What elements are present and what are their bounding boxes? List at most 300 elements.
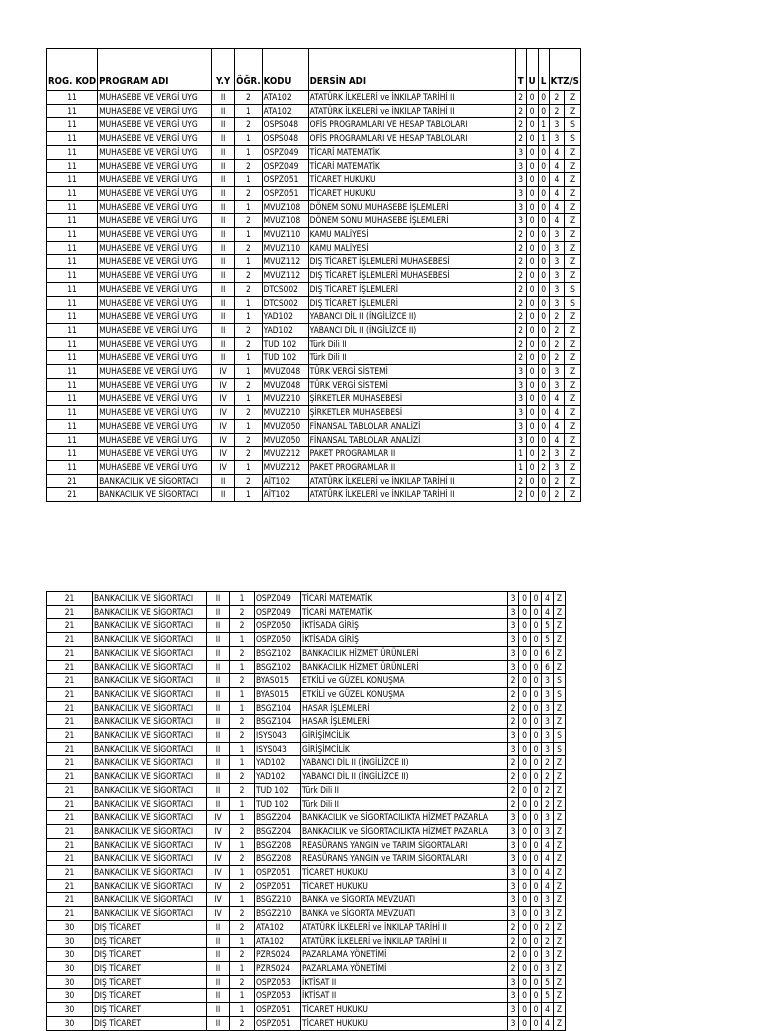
cell-u: 0 <box>526 310 538 324</box>
table-row <box>47 783 566 797</box>
cell-t: 2 <box>508 756 519 770</box>
cell-prog-kod: 11 <box>47 159 98 173</box>
cell-dersin-adi: İKTİSADA GİRİŞ <box>301 633 508 647</box>
cell-ogr: 1 <box>235 145 263 159</box>
cell-program-adi: DIŞ TİCARET <box>93 961 207 975</box>
cell-l: 0 <box>531 934 542 948</box>
cell-t: 3 <box>515 406 526 420</box>
cell-zs: Z <box>554 1016 566 1030</box>
cell-yy: II <box>212 118 235 132</box>
cell-kodu: MVUZ210 <box>262 406 308 420</box>
cell-l: 0 <box>531 592 542 606</box>
cell-kredi: 2 <box>549 323 565 337</box>
cell-t: 2 <box>515 351 526 365</box>
cell-ogr: 1 <box>235 488 263 502</box>
cell-kredi: 3 <box>549 132 565 146</box>
cell-u: 0 <box>519 770 531 784</box>
cell-u: 0 <box>519 660 531 674</box>
table-row <box>47 228 581 242</box>
cell-u: 0 <box>526 392 538 406</box>
cell-kodu: OSPZ051 <box>255 879 301 893</box>
cell-t: 3 <box>508 989 519 1003</box>
cell-yy: II <box>212 91 235 105</box>
cell-ogr: 1 <box>235 310 263 324</box>
cell-t: 2 <box>508 948 519 962</box>
cell-prog-kod: 21 <box>47 866 93 880</box>
cell-u: 0 <box>526 365 538 379</box>
cell-t: 2 <box>515 282 526 296</box>
cell-t: 2 <box>515 228 526 242</box>
cell-t: 2 <box>515 296 526 310</box>
cell-t: 2 <box>508 770 519 784</box>
cell-u: 0 <box>526 118 538 132</box>
cell-zs: Z <box>565 433 581 447</box>
cell-t: 3 <box>515 365 526 379</box>
cell-dersin-adi: HASAR İŞLEMLERİ <box>301 715 508 729</box>
cell-kredi: 3 <box>542 948 554 962</box>
cell-prog-kod: 11 <box>47 337 98 351</box>
cell-l: 0 <box>538 365 549 379</box>
cell-dersin-adi: DIŞ TİCARET İŞLEMLERİ <box>308 282 515 296</box>
cell-zs: Z <box>554 893 566 907</box>
cell-zs: Z <box>554 948 566 962</box>
cell-u: 0 <box>519 756 531 770</box>
cell-kodu: TUD 102 <box>255 797 301 811</box>
cell-u: 0 <box>519 715 531 729</box>
cell-yy: II <box>207 1003 230 1017</box>
cell-prog-kod: 30 <box>47 1016 93 1030</box>
cell-kredi: 5 <box>542 975 554 989</box>
cell-kredi: 4 <box>549 433 565 447</box>
cell-zs: Z <box>565 228 581 242</box>
cell-u: 0 <box>526 406 538 420</box>
cell-u: 0 <box>526 460 538 474</box>
cell-program-adi: MUHASEBE VE VERGİ UYG <box>98 91 212 105</box>
cell-program-adi: MUHASEBE VE VERGİ UYG <box>98 406 212 420</box>
cell-zs: S <box>554 674 566 688</box>
cell-program-adi: BANKACILIK VE SİGORTACI <box>93 866 207 880</box>
table-row <box>47 337 581 351</box>
cell-zs: Z <box>554 975 566 989</box>
cell-dersin-adi: DIŞ TİCARET İŞLEMLERİ <box>308 296 515 310</box>
cell-prog-kod: 21 <box>47 811 93 825</box>
cell-ogr: 2 <box>230 907 255 921</box>
cell-t: 2 <box>508 934 519 948</box>
table-row <box>47 419 581 433</box>
table-row <box>47 1016 566 1030</box>
cell-program-adi: MUHASEBE VE VERGİ UYG <box>98 200 212 214</box>
cell-prog-kod: 11 <box>47 282 98 296</box>
cell-kodu: OSPZ049 <box>262 145 308 159</box>
cell-prog-kod: 21 <box>47 488 98 502</box>
cell-kodu: MVUZ050 <box>262 419 308 433</box>
cell-prog-kod: 11 <box>47 406 98 420</box>
cell-ogr: 2 <box>235 433 263 447</box>
cell-t: 3 <box>508 811 519 825</box>
cell-l: 0 <box>531 1016 542 1030</box>
table-row <box>47 433 581 447</box>
cell-ogr: 2 <box>235 186 263 200</box>
cell-prog-kod: 21 <box>47 852 93 866</box>
cell-kredi: 3 <box>549 365 565 379</box>
cell-ogr: 2 <box>230 770 255 784</box>
cell-yy: II <box>207 605 230 619</box>
cell-program-adi: MUHASEBE VE VERGİ UYG <box>98 104 212 118</box>
cell-kodu: TUD 102 <box>262 351 308 365</box>
cell-prog-kod: 11 <box>47 433 98 447</box>
cell-yy: IV <box>212 378 235 392</box>
cell-dersin-adi: ETKİLİ ve GÜZEL KONUŞMA <box>301 687 508 701</box>
cell-l: 0 <box>531 893 542 907</box>
cell-program-adi: BANKACILIK VE SİGORTACI <box>93 687 207 701</box>
table-row <box>47 351 581 365</box>
cell-l: 0 <box>531 701 542 715</box>
cell-dersin-adi: PAKET PROGRAMLAR II <box>308 447 515 461</box>
cell-dersin-adi: YABANCI DİL II (İNGİLİZCE II) <box>301 770 508 784</box>
cell-kredi: 2 <box>542 783 554 797</box>
cell-prog-kod: 21 <box>47 770 93 784</box>
cell-kodu: ATA102 <box>255 934 301 948</box>
cell-dersin-adi: TİCARET HUKUKU <box>301 1016 508 1030</box>
cell-program-adi: MUHASEBE VE VERGİ UYG <box>98 447 212 461</box>
cell-l: 0 <box>538 145 549 159</box>
cell-u: 0 <box>519 633 531 647</box>
cell-kodu: YAD102 <box>262 323 308 337</box>
cell-prog-kod: 11 <box>47 132 98 146</box>
cell-kodu: OSPZ050 <box>255 633 301 647</box>
cell-yy: II <box>207 701 230 715</box>
cell-dersin-adi: BANKA ve SİGORTA MEVZUATI <box>301 907 508 921</box>
cell-zs: S <box>554 687 566 701</box>
cell-zs: Z <box>565 214 581 228</box>
cell-ogr: 1 <box>235 419 263 433</box>
cell-prog-kod: 21 <box>47 687 93 701</box>
cell-l: 0 <box>531 975 542 989</box>
cell-zs: Z <box>554 592 566 606</box>
table-row <box>47 296 581 310</box>
cell-yy: II <box>207 756 230 770</box>
cell-program-adi: BANKACILIK VE SİGORTACI <box>93 605 207 619</box>
cell-zs: Z <box>565 460 581 474</box>
cell-u: 0 <box>526 228 538 242</box>
cell-program-adi: MUHASEBE VE VERGİ UYG <box>98 269 212 283</box>
cell-t: 2 <box>515 474 526 488</box>
cell-program-adi: BANKACILIK VE SİGORTACI <box>93 646 207 660</box>
cell-ogr: 1 <box>235 228 263 242</box>
cell-l: 0 <box>531 811 542 825</box>
cell-prog-kod: 21 <box>47 592 93 606</box>
cell-prog-kod: 21 <box>47 701 93 715</box>
cell-l: 0 <box>531 783 542 797</box>
cell-t: 2 <box>515 91 526 105</box>
cell-prog-kod: 21 <box>47 674 93 688</box>
header-l: L <box>538 49 549 91</box>
cell-prog-kod: 30 <box>47 989 93 1003</box>
cell-kredi: 5 <box>542 989 554 1003</box>
cell-kodu: TUD 102 <box>255 783 301 797</box>
cell-zs: Z <box>565 378 581 392</box>
cell-prog-kod: 11 <box>47 269 98 283</box>
cell-dersin-adi: REASÜRANS YANGIN ve TARIM SİGORTALARI <box>301 838 508 852</box>
cell-kodu: OSPS048 <box>262 132 308 146</box>
cell-prog-kod: 21 <box>47 797 93 811</box>
cell-kodu: BSGZ204 <box>255 811 301 825</box>
cell-zs: Z <box>554 920 566 934</box>
table-row <box>47 770 566 784</box>
cell-yy: II <box>212 214 235 228</box>
table-row <box>47 715 566 729</box>
cell-program-adi: BANKACILIK VE SİGORTACI <box>93 838 207 852</box>
cell-zs: Z <box>565 104 581 118</box>
cell-u: 0 <box>519 1003 531 1017</box>
cell-yy: II <box>207 920 230 934</box>
cell-prog-kod: 11 <box>47 460 98 474</box>
cell-zs: Z <box>554 619 566 633</box>
cell-dersin-adi: TÜRK VERGİ SİSTEMİ <box>308 378 515 392</box>
cell-t: 3 <box>508 633 519 647</box>
cell-kodu: MVUZ108 <box>262 214 308 228</box>
cell-yy: II <box>207 660 230 674</box>
cell-kredi: 3 <box>542 824 554 838</box>
cell-zs: Z <box>554 1003 566 1017</box>
cell-t: 3 <box>508 660 519 674</box>
cell-zs: S <box>565 296 581 310</box>
cell-kodu: BYAS015 <box>255 687 301 701</box>
header-program-adi: PROGRAM ADI <box>98 49 212 91</box>
cell-ogr: 1 <box>235 296 263 310</box>
cell-dersin-adi: YABANCI DİL II (İNGİLİZCE II) <box>308 323 515 337</box>
cell-l: 0 <box>538 406 549 420</box>
cell-kodu: DTCS002 <box>262 296 308 310</box>
cell-zs: Z <box>565 241 581 255</box>
table-row <box>47 674 566 688</box>
cell-kredi: 3 <box>542 893 554 907</box>
cell-kodu: BSGZ102 <box>255 660 301 674</box>
cell-dersin-adi: İKTİSAT II <box>301 989 508 1003</box>
cell-ogr: 1 <box>230 687 255 701</box>
cell-kodu: ATA102 <box>255 920 301 934</box>
cell-dersin-adi: KAMU MALİYESİ <box>308 241 515 255</box>
cell-dersin-adi: PAZARLAMA YÖNETİMİ <box>301 961 508 975</box>
table-row <box>47 619 566 633</box>
cell-program-adi: MUHASEBE VE VERGİ UYG <box>98 132 212 146</box>
cell-program-adi: MUHASEBE VE VERGİ UYG <box>98 118 212 132</box>
cell-zs: Z <box>554 824 566 838</box>
cell-kodu: BSGZ104 <box>255 715 301 729</box>
cell-prog-kod: 11 <box>47 365 98 379</box>
cell-u: 0 <box>526 173 538 187</box>
cell-t: 3 <box>508 1003 519 1017</box>
cell-zs: Z <box>554 907 566 921</box>
cell-ogr: 2 <box>235 118 263 132</box>
cell-kredi: 4 <box>542 592 554 606</box>
cell-dersin-adi: Türk Dili II <box>301 797 508 811</box>
cell-program-adi: MUHASEBE VE VERGİ UYG <box>98 214 212 228</box>
cell-dersin-adi: TİCARET HUKUKU <box>301 866 508 880</box>
cell-dersin-adi: ATATÜRK İLKELERİ ve İNKILAP TARİHİ II <box>308 104 515 118</box>
table-row <box>47 406 581 420</box>
cell-yy: IV <box>207 824 230 838</box>
cell-prog-kod: 21 <box>47 646 93 660</box>
cell-dersin-adi: İKTİSAT II <box>301 975 508 989</box>
cell-yy: II <box>207 975 230 989</box>
cell-program-adi: BANKACILIK VE SİGORTACI <box>93 660 207 674</box>
cell-kredi: 2 <box>549 337 565 351</box>
cell-kredi: 4 <box>549 392 565 406</box>
cell-u: 0 <box>526 447 538 461</box>
cell-kredi: 4 <box>549 186 565 200</box>
cell-zs: S <box>554 742 566 756</box>
cell-program-adi: MUHASEBE VE VERGİ UYG <box>98 255 212 269</box>
cell-l: 0 <box>531 605 542 619</box>
cell-u: 0 <box>519 701 531 715</box>
cell-l: 0 <box>538 419 549 433</box>
cell-kodu: PZRS024 <box>255 961 301 975</box>
cell-t: 2 <box>515 241 526 255</box>
cell-l: 0 <box>538 214 549 228</box>
table-row <box>47 392 581 406</box>
cell-yy: IV <box>207 811 230 825</box>
cell-t: 3 <box>508 879 519 893</box>
cell-u: 0 <box>519 989 531 1003</box>
cell-yy: IV <box>207 879 230 893</box>
cell-yy: II <box>207 742 230 756</box>
table-row <box>47 323 581 337</box>
cell-program-adi: MUHASEBE VE VERGİ UYG <box>98 323 212 337</box>
cell-t: 3 <box>508 824 519 838</box>
cell-kredi: 4 <box>549 214 565 228</box>
cell-l: 0 <box>531 715 542 729</box>
cell-t: 3 <box>515 392 526 406</box>
cell-kredi: 3 <box>542 907 554 921</box>
cell-program-adi: BANKACILIK VE SİGORTACI <box>93 633 207 647</box>
cell-zs: Z <box>554 756 566 770</box>
cell-l: 2 <box>538 460 549 474</box>
cell-u: 0 <box>526 296 538 310</box>
cell-zs: Z <box>565 419 581 433</box>
cell-kredi: 3 <box>549 460 565 474</box>
cell-dersin-adi: DIŞ TİCARET İŞLEMLERİ MUHASEBESİ <box>308 269 515 283</box>
table-row <box>47 633 566 647</box>
cell-program-adi: DIŞ TİCARET <box>93 975 207 989</box>
cell-prog-kod: 21 <box>47 824 93 838</box>
cell-kodu: ISYS043 <box>255 729 301 743</box>
cell-program-adi: BANKACILIK VE SİGORTACI <box>98 474 212 488</box>
cell-l: 0 <box>538 392 549 406</box>
cell-t: 2 <box>508 961 519 975</box>
cell-l: 0 <box>538 351 549 365</box>
cell-ogr: 2 <box>235 91 263 105</box>
cell-t: 3 <box>508 619 519 633</box>
cell-kredi: 4 <box>549 200 565 214</box>
cell-dersin-adi: TİCARET HUKUKU <box>301 1003 508 1017</box>
cell-t: 3 <box>508 852 519 866</box>
cell-u: 0 <box>519 1016 531 1030</box>
cell-u: 0 <box>519 605 531 619</box>
cell-u: 0 <box>519 920 531 934</box>
cell-u: 0 <box>526 200 538 214</box>
cell-dersin-adi: OFİS PROGRAMLARI VE HESAP TABLOLARI <box>308 118 515 132</box>
cell-l: 0 <box>531 948 542 962</box>
cell-kodu: BYAS015 <box>255 674 301 688</box>
cell-kredi: 4 <box>542 866 554 880</box>
cell-t: 2 <box>515 488 526 502</box>
table-row <box>47 173 581 187</box>
cell-l: 0 <box>538 173 549 187</box>
cell-t: 2 <box>508 797 519 811</box>
cell-u: 0 <box>526 104 538 118</box>
cell-t: 2 <box>508 701 519 715</box>
table-row <box>47 132 581 146</box>
cell-zs: Z <box>565 173 581 187</box>
cell-kredi: 3 <box>549 118 565 132</box>
cell-ogr: 2 <box>230 824 255 838</box>
cell-program-adi: DIŞ TİCARET <box>93 1003 207 1017</box>
cell-kodu: OSPS048 <box>262 118 308 132</box>
cell-kodu: BSGZ210 <box>255 893 301 907</box>
cell-ogr: 2 <box>230 605 255 619</box>
table-header-row <box>47 49 581 91</box>
cell-dersin-adi: BANKACILIK ve SİGORTACILIKTA HİZMET PAZARLA <box>301 811 508 825</box>
cell-kodu: OSPZ053 <box>255 989 301 1003</box>
cell-u: 0 <box>519 907 531 921</box>
cell-kodu: MVUZ048 <box>262 365 308 379</box>
cell-yy: II <box>207 729 230 743</box>
cell-ogr: 1 <box>230 838 255 852</box>
cell-program-adi: DIŞ TİCARET <box>93 948 207 962</box>
cell-kredi: 4 <box>549 419 565 433</box>
cell-zs: Z <box>565 145 581 159</box>
cell-l: 0 <box>531 660 542 674</box>
cell-kodu: MVUZ048 <box>262 378 308 392</box>
cell-l: 0 <box>531 646 542 660</box>
table-row <box>47 1003 566 1017</box>
cell-u: 0 <box>526 186 538 200</box>
cell-kodu: MVUZ112 <box>262 269 308 283</box>
cell-program-adi: DIŞ TİCARET <box>93 934 207 948</box>
cell-t: 2 <box>508 687 519 701</box>
cell-zs: S <box>565 118 581 132</box>
cell-program-adi: BANKACILIK VE SİGORTACI <box>93 770 207 784</box>
cell-l: 0 <box>531 907 542 921</box>
cell-ogr: 1 <box>230 660 255 674</box>
cell-t: 3 <box>515 200 526 214</box>
cell-kodu: BSGZ104 <box>255 701 301 715</box>
cell-program-adi: BANKACILIK VE SİGORTACI <box>93 824 207 838</box>
cell-ogr: 1 <box>230 893 255 907</box>
cell-zs: Z <box>554 866 566 880</box>
cell-kredi: 4 <box>549 406 565 420</box>
cell-yy: IV <box>207 838 230 852</box>
cell-l: 0 <box>531 920 542 934</box>
cell-ogr: 2 <box>235 282 263 296</box>
cell-kredi: 2 <box>549 310 565 324</box>
cell-yy: II <box>212 200 235 214</box>
cell-dersin-adi: DÖNEM SONU MUHASEBE İŞLEMLERİ <box>308 214 515 228</box>
cell-u: 0 <box>526 269 538 283</box>
course-table-bottom <box>46 591 566 1031</box>
cell-u: 0 <box>519 729 531 743</box>
cell-dersin-adi: HASAR İŞLEMLERİ <box>301 701 508 715</box>
cell-kodu: DTCS002 <box>262 282 308 296</box>
cell-ogr: 1 <box>230 797 255 811</box>
header-ogr: ÖĞR. <box>235 49 263 91</box>
cell-dersin-adi: FİNANSAL TABLOLAR ANALİZİ <box>308 433 515 447</box>
cell-program-adi: MUHASEBE VE VERGİ UYG <box>98 378 212 392</box>
cell-yy: II <box>212 132 235 146</box>
cell-zs: Z <box>565 351 581 365</box>
cell-u: 0 <box>526 241 538 255</box>
